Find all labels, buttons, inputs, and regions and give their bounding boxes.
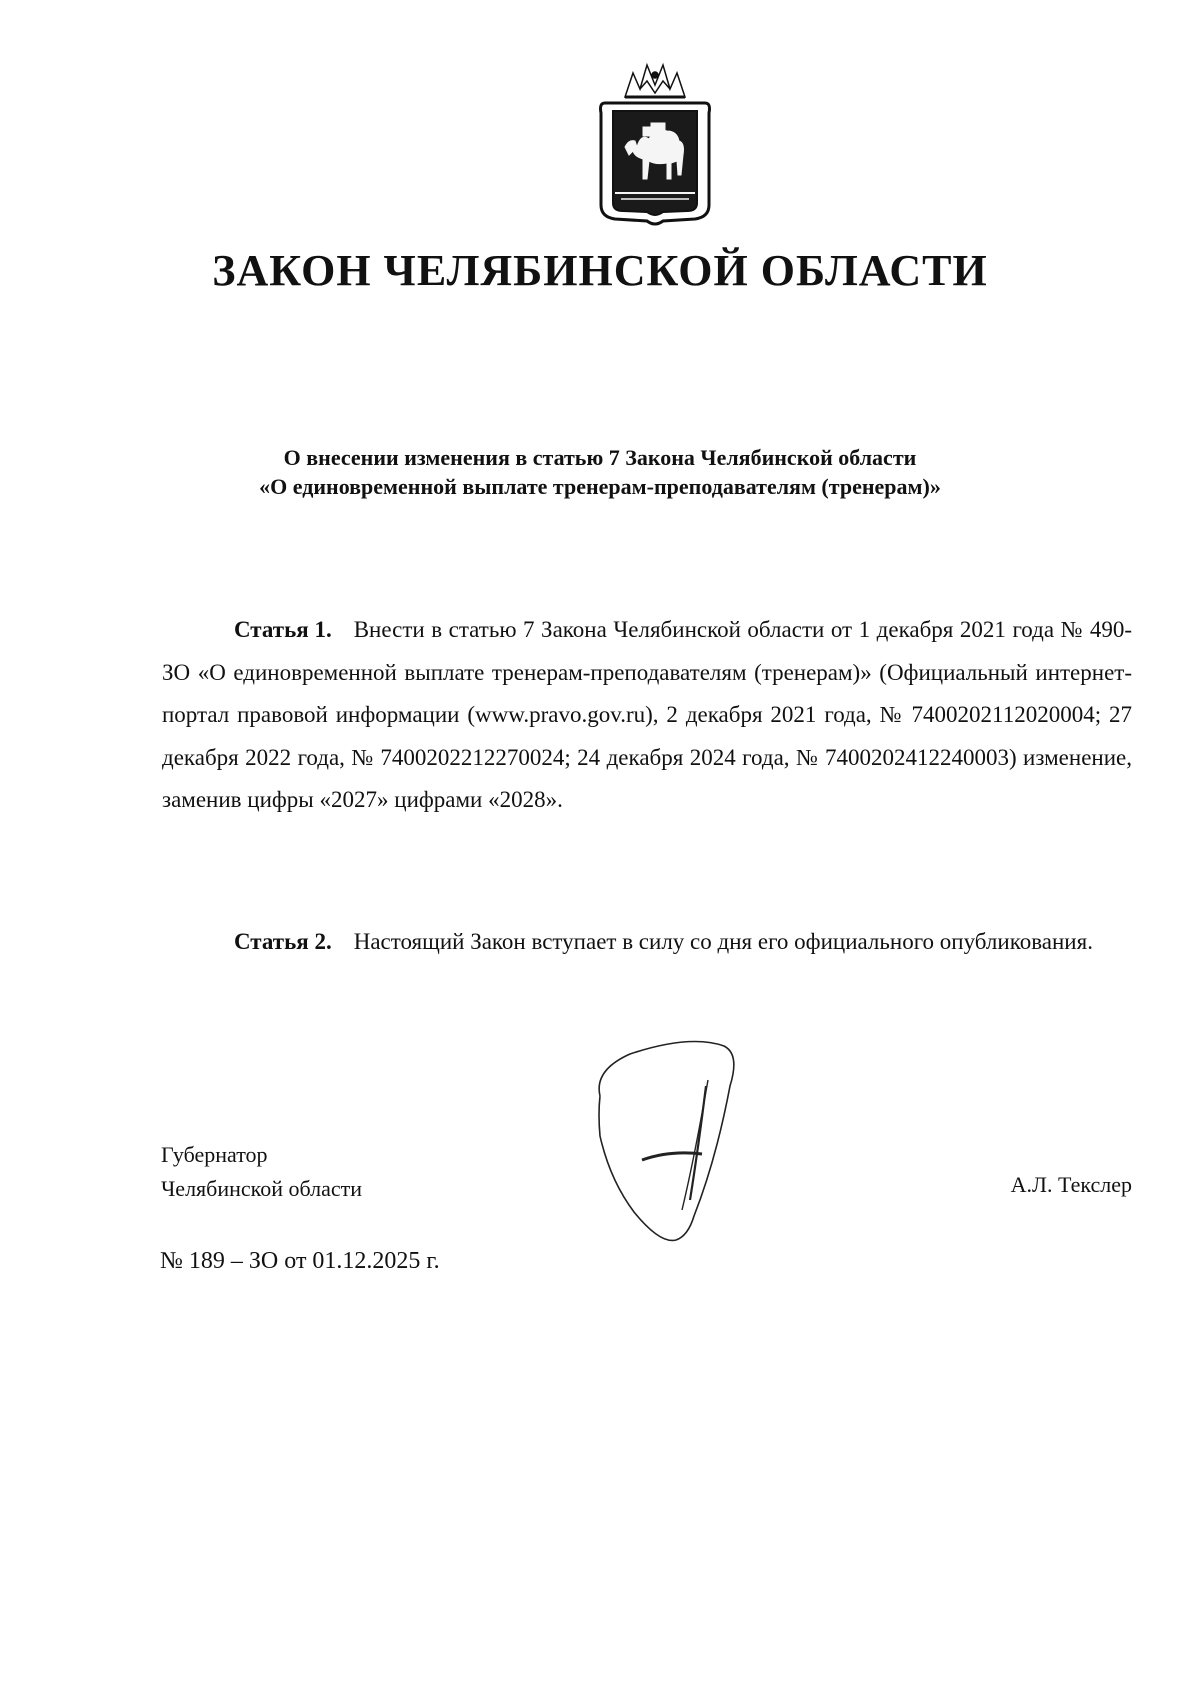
subtitle-line: «О единовременной выплате тренерам-преподавателям (тренерам)» [259,474,941,499]
subtitle-line: О внесении изменения в статью 7 Закона Челябинской области [283,445,917,470]
law-subtitle [0,443,1200,501]
position-line: Губернатор [161,1142,268,1167]
coat-of-arms-emblem [585,55,725,230]
document-title: ЗАКОН ЧЕЛЯБИНСКОЙ ОБЛАСТИ [212,246,988,295]
article-text: Настоящий Закон вступает в силу со дня его официального опубликования. [353,929,1093,954]
crown-icon [625,65,685,97]
signatory-name: А.Л. Текслер [1010,1172,1132,1197]
registration-number: № 189 – ЗО от 01.12.2025 г. [160,1248,440,1274]
article-1 [162,609,1132,822]
position-line: Челябинской области [161,1176,363,1201]
signatory-position [161,1138,362,1206]
handwritten-signature [590,1040,790,1250]
article-text: Внести в статью 7 Закона Челябинской области от 1 декабря 2021 года № 490-ЗО «О единовременной выплате тренерам-преподавателям (тренерам)» (Официальный интернет-портал правовой информации (www.pravo.gov.ru), 2 декабря 2021 года, № 7400202112020004; 27 декабря 2022 года, № 7400202212270024; 24 декабря 2024 года, № 7400202412240003) изменение, заменив цифры «2027» цифрами «2028». [162,617,1132,813]
article-label: Статья 2. [234,929,332,954]
article-label: Статья 1. [234,617,332,642]
article-2 [162,921,1132,964]
